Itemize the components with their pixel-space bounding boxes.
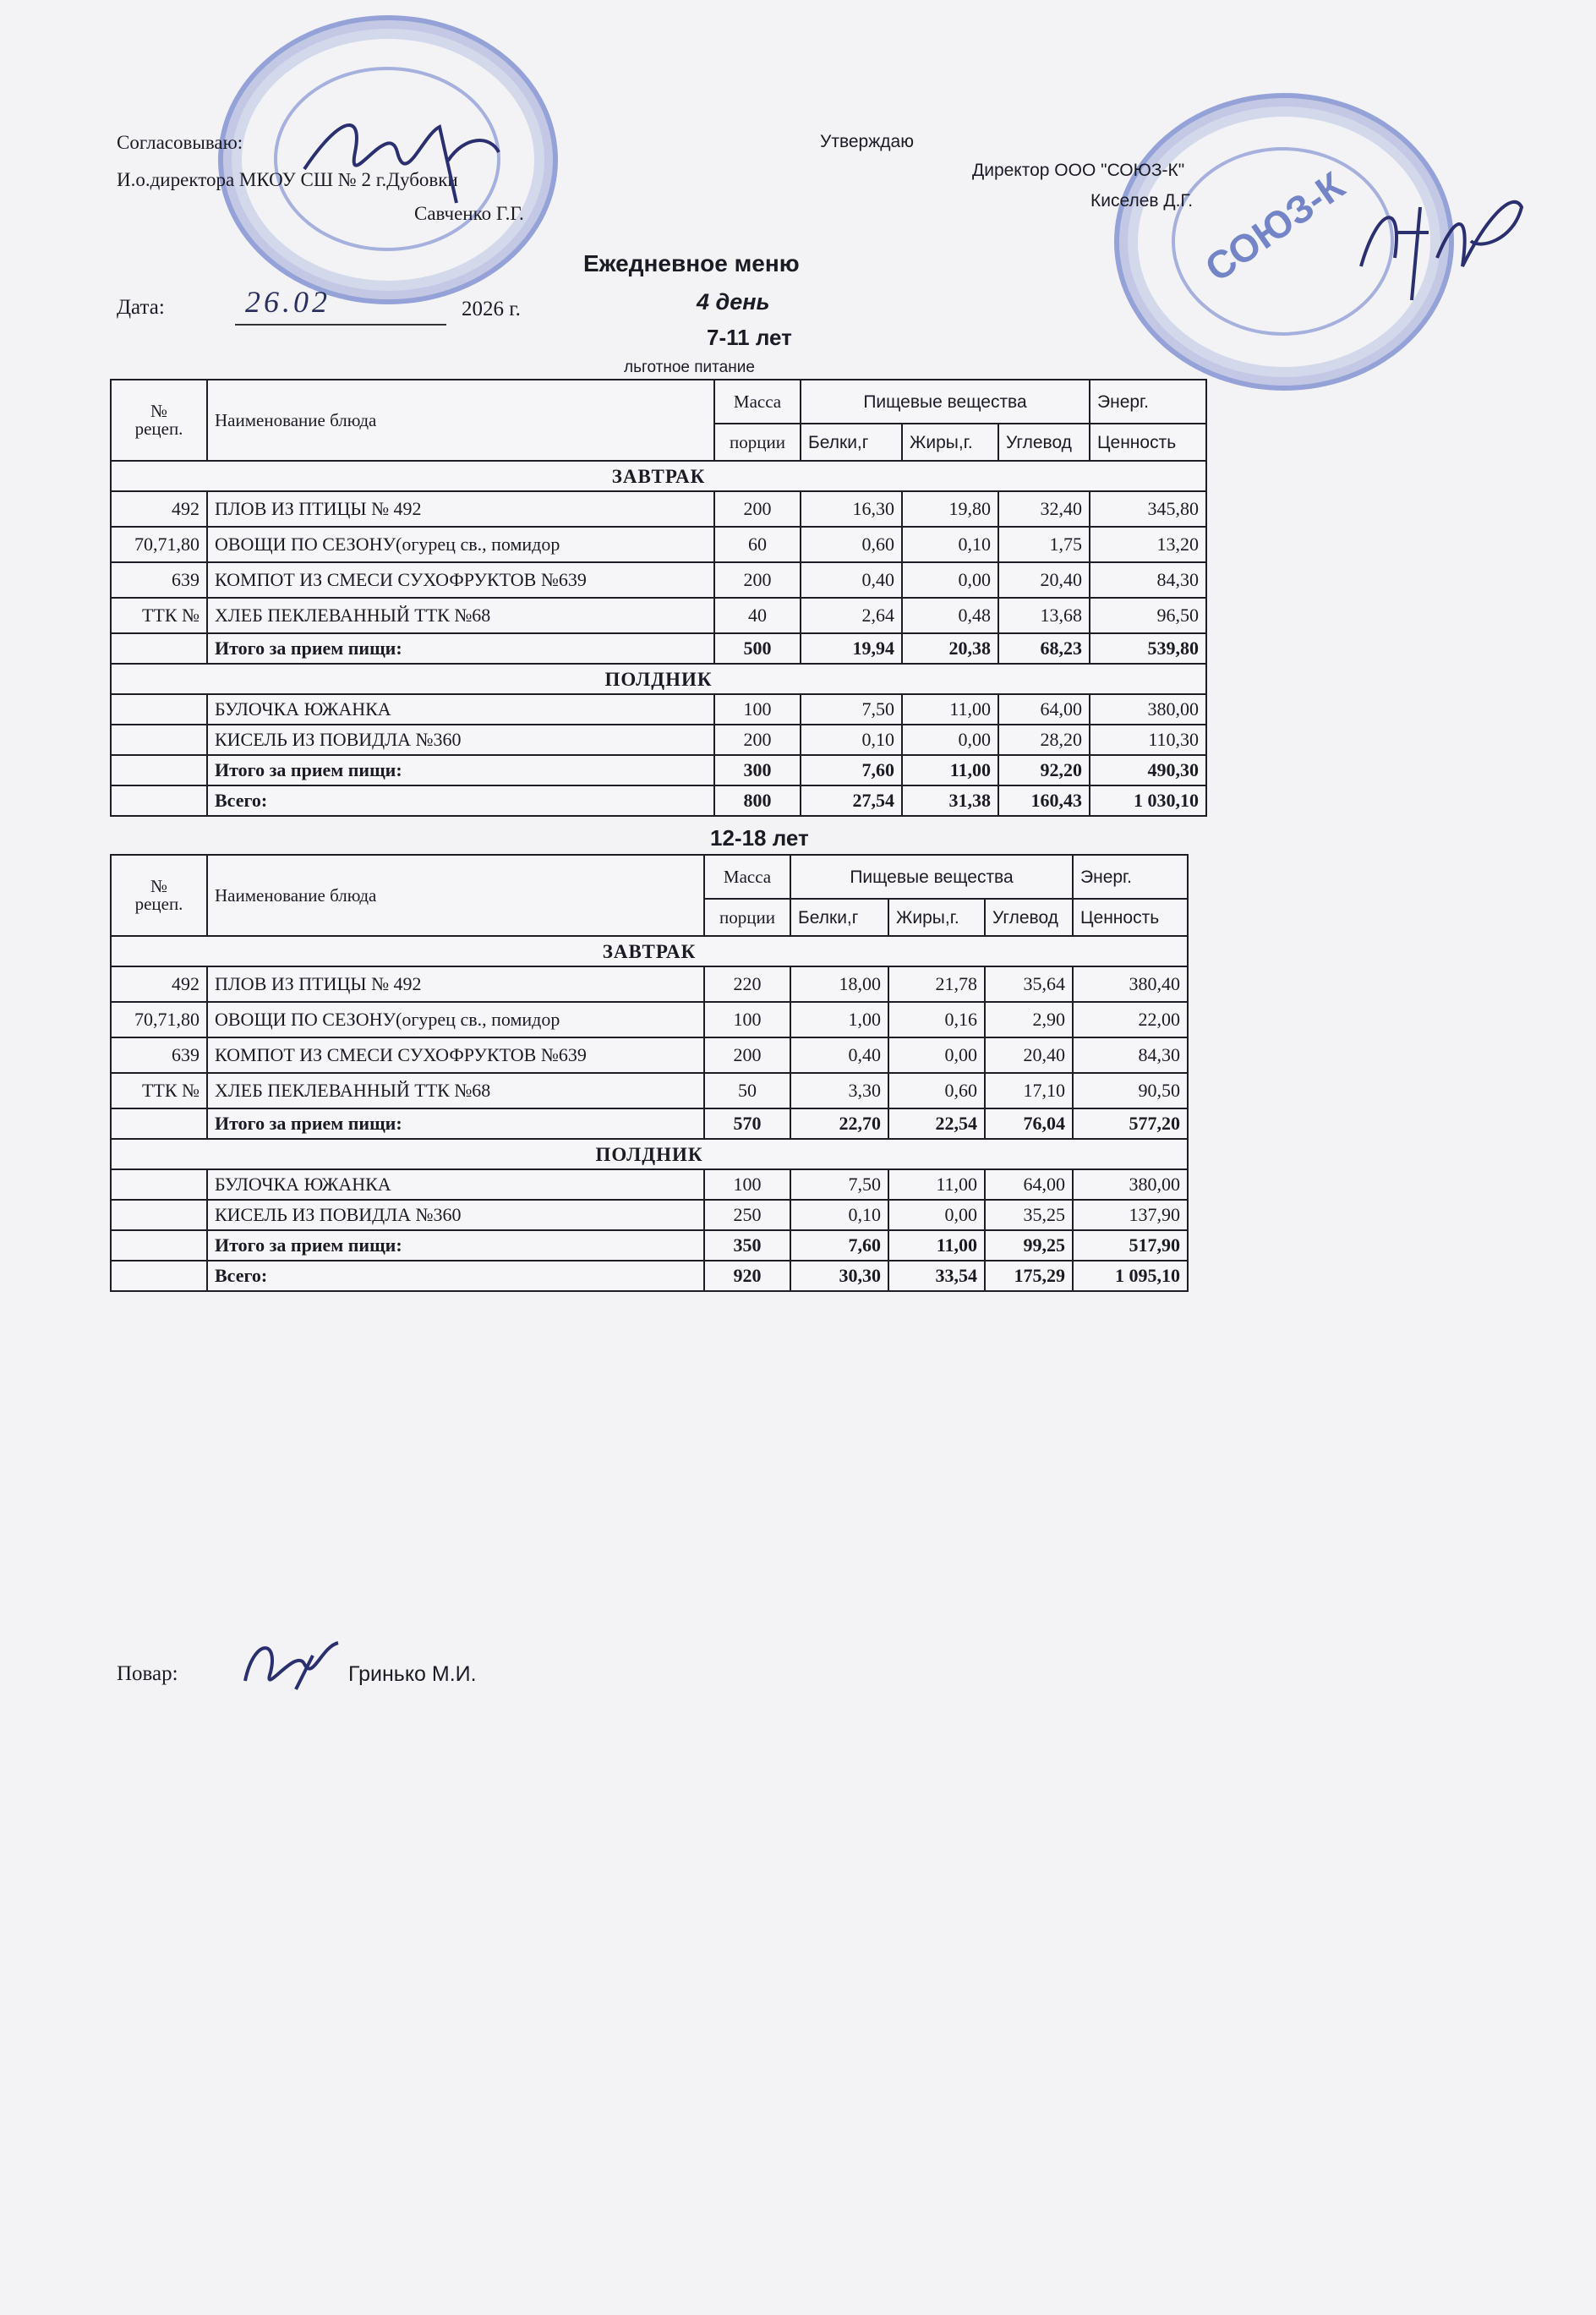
approval-left-position: И.о.директора МКОУ СШ № 2 г.Дубовки <box>117 169 458 190</box>
cook-label: Повар: <box>117 1662 178 1685</box>
carbs-cell: 68,23 <box>998 633 1090 664</box>
age-group-7-11: 7-11 лет <box>707 325 792 350</box>
mass-cell: 200 <box>714 491 801 527</box>
breakfast-total-row <box>111 1108 1188 1139</box>
fat-cell: 0,48 <box>902 598 998 633</box>
table-row <box>111 562 1206 598</box>
fat-cell: 19,80 <box>902 491 998 527</box>
header-mass-portion: порции <box>704 899 790 936</box>
energy-cell: 1 030,10 <box>1090 785 1206 816</box>
fat-cell: 11,00 <box>902 755 998 785</box>
carbs-cell: 99,25 <box>985 1230 1073 1261</box>
protein-cell: 30,30 <box>790 1261 888 1291</box>
fat-cell: 33,54 <box>888 1261 985 1291</box>
fat-cell: 31,38 <box>902 785 998 816</box>
page-title: Ежедневное меню <box>583 250 800 276</box>
recipe-no-cell: ТТК № <box>111 598 207 633</box>
mass-cell: 250 <box>704 1200 790 1230</box>
menu-table-7-11 <box>110 379 1207 817</box>
table-row <box>111 1200 1188 1230</box>
mass-cell: 300 <box>714 755 801 785</box>
mass-cell: 500 <box>714 633 801 664</box>
total-label-cell: Итого за прием пищи: <box>207 1108 704 1139</box>
total-label-cell: Всего: <box>207 785 714 816</box>
carbs-cell: 64,00 <box>998 694 1090 725</box>
energy-cell: 539,80 <box>1090 633 1206 664</box>
carbs-cell: 64,00 <box>985 1169 1073 1200</box>
table-row <box>111 694 1206 725</box>
date-value: 26.02 <box>245 285 331 319</box>
mass-cell: 50 <box>704 1073 790 1108</box>
fat-cell: 0,00 <box>888 1200 985 1230</box>
recipe-no-cell <box>111 1200 207 1230</box>
empty-cell <box>111 1261 207 1291</box>
carbs-cell: 1,75 <box>998 527 1090 562</box>
fat-cell: 0,10 <box>902 527 998 562</box>
empty-cell <box>111 1108 207 1139</box>
energy-cell: 96,50 <box>1090 598 1206 633</box>
mass-cell: 100 <box>714 694 801 725</box>
age-group-12-18: 12-18 лет <box>710 825 809 851</box>
carbs-cell: 35,64 <box>985 966 1073 1002</box>
menu-table-12-18 <box>110 854 1189 1292</box>
protein-cell: 27,54 <box>801 785 902 816</box>
recipe-no-cell <box>111 725 207 755</box>
dish-name-cell: ОВОЩИ ПО СЕЗОНУ(огурец св., помидор <box>207 1002 704 1037</box>
energy-cell: 517,90 <box>1073 1230 1188 1261</box>
recipe-no-cell: 639 <box>111 1037 207 1073</box>
header-nutrients: Пищевые вещества <box>790 855 1073 899</box>
snack-section-title: ПОЛДНИК <box>111 1139 1188 1169</box>
breakfast-section <box>111 936 1188 966</box>
energy-cell: 380,40 <box>1073 966 1188 1002</box>
table-row <box>111 1169 1188 1200</box>
energy-cell: 380,00 <box>1073 1169 1188 1200</box>
dish-name-cell: БУЛОЧКА ЮЖАНКА <box>207 694 714 725</box>
protein-cell: 7,60 <box>801 755 902 785</box>
header-protein: Белки,г <box>790 899 888 936</box>
dish-name-cell: БУЛОЧКА ЮЖАНКА <box>207 1169 704 1200</box>
mass-cell: 100 <box>704 1169 790 1200</box>
energy-cell: 13,20 <box>1090 527 1206 562</box>
total-label-cell: Итого за прием пищи: <box>207 633 714 664</box>
protein-cell: 0,40 <box>801 562 902 598</box>
approval-right-label: Утверждаю <box>820 132 914 151</box>
snack-section <box>111 664 1206 694</box>
snack-section <box>111 1139 1188 1169</box>
header-recipe-no: № рецеп. <box>111 855 207 936</box>
recipe-no-cell: 492 <box>111 966 207 1002</box>
dish-name-cell: ХЛЕБ ПЕКЛЕВАННЫЙ ТТК №68 <box>207 1073 704 1108</box>
protein-cell: 1,00 <box>790 1002 888 1037</box>
recipe-no-cell <box>111 1169 207 1200</box>
snack-section-title: ПОЛДНИК <box>111 664 1206 694</box>
table-row <box>111 598 1206 633</box>
table-row <box>111 966 1188 1002</box>
dish-name-cell: КОМПОТ ИЗ СМЕСИ СУХОФРУКТОВ №639 <box>207 562 714 598</box>
company-seal-stamp <box>1114 93 1454 391</box>
date-label: Дата: <box>117 296 165 319</box>
snack-total-row <box>111 755 1206 785</box>
approval-left-name: Савченко Г.Г. <box>414 203 524 224</box>
fat-cell: 11,00 <box>888 1169 985 1200</box>
header-mass: Масса <box>704 855 790 899</box>
energy-cell: 22,00 <box>1073 1002 1188 1037</box>
carbs-cell: 20,40 <box>998 562 1090 598</box>
table-row <box>111 1037 1188 1073</box>
protein-cell: 3,30 <box>790 1073 888 1108</box>
carbs-cell: 28,20 <box>998 725 1090 755</box>
fat-cell: 22,54 <box>888 1108 985 1139</box>
total-label-cell: Итого за прием пищи: <box>207 1230 704 1261</box>
carbs-cell: 17,10 <box>985 1073 1073 1108</box>
energy-cell: 137,90 <box>1073 1200 1188 1230</box>
header-mass-portion: порции <box>714 424 801 461</box>
recipe-no-cell: 492 <box>111 491 207 527</box>
fat-cell: 0,00 <box>888 1037 985 1073</box>
total-label-cell: Итого за прием пищи: <box>207 755 714 785</box>
protein-cell: 7,60 <box>790 1230 888 1261</box>
empty-cell <box>111 785 207 816</box>
header-carbs: Углевод <box>985 899 1073 936</box>
breakfast-section-title: ЗАВТРАК <box>111 461 1206 491</box>
empty-cell <box>111 633 207 664</box>
protein-cell: 18,00 <box>790 966 888 1002</box>
header-energy: Энерг. <box>1090 380 1206 424</box>
mass-cell: 60 <box>714 527 801 562</box>
energy-cell: 1 095,10 <box>1073 1261 1188 1291</box>
header-nutrients: Пищевые вещества <box>801 380 1090 424</box>
header-fat: Жиры,г. <box>888 899 985 936</box>
mass-cell: 220 <box>704 966 790 1002</box>
recipe-no-cell: 70,71,80 <box>111 1002 207 1037</box>
grand-total-row <box>111 785 1206 816</box>
energy-cell: 84,30 <box>1090 562 1206 598</box>
mass-cell: 350 <box>704 1230 790 1261</box>
protein-cell: 7,50 <box>790 1169 888 1200</box>
protein-cell: 0,10 <box>801 725 902 755</box>
mass-cell: 40 <box>714 598 801 633</box>
mass-cell: 200 <box>704 1037 790 1073</box>
table-row <box>111 527 1206 562</box>
approval-right-name: Киселев Д.Г. <box>1090 191 1194 211</box>
header-energy: Энерг. <box>1073 855 1188 899</box>
fat-cell: 21,78 <box>888 966 985 1002</box>
dish-name-cell: КИСЕЛЬ ИЗ ПОВИДЛА №360 <box>207 725 714 755</box>
date-underline <box>235 324 446 326</box>
day-label: 4 день <box>697 289 770 315</box>
dish-name-cell: ПЛОВ ИЗ ПТИЦЫ № 492 <box>207 491 714 527</box>
carbs-cell: 76,04 <box>985 1108 1073 1139</box>
header-protein: Белки,г <box>801 424 902 461</box>
energy-cell: 110,30 <box>1090 725 1206 755</box>
header-fat: Жиры,г. <box>902 424 998 461</box>
table-row <box>111 1073 1188 1108</box>
energy-cell: 84,30 <box>1073 1037 1188 1073</box>
breakfast-total-row <box>111 633 1206 664</box>
mass-cell: 200 <box>714 562 801 598</box>
carbs-cell: 20,40 <box>985 1037 1073 1073</box>
subsidized-label: льготное питание <box>624 358 755 376</box>
year-text: 2026 г. <box>462 298 521 320</box>
protein-cell: 0,10 <box>790 1200 888 1230</box>
carbs-cell: 13,68 <box>998 598 1090 633</box>
mass-cell: 920 <box>704 1261 790 1291</box>
total-label-cell: Всего: <box>207 1261 704 1291</box>
fat-cell: 20,38 <box>902 633 998 664</box>
mass-cell: 800 <box>714 785 801 816</box>
table-row <box>111 491 1206 527</box>
carbs-cell: 160,43 <box>998 785 1090 816</box>
protein-cell: 2,64 <box>801 598 902 633</box>
protein-cell: 16,30 <box>801 491 902 527</box>
recipe-no-cell <box>111 694 207 725</box>
header-mass: Масса <box>714 380 801 424</box>
recipe-no-cell: ТТК № <box>111 1073 207 1108</box>
snack-total-row <box>111 1230 1188 1261</box>
header-dish-name: Наименование блюда <box>207 855 704 936</box>
fat-cell: 0,00 <box>902 725 998 755</box>
empty-cell <box>111 1230 207 1261</box>
grand-total-row <box>111 1261 1188 1291</box>
dish-name-cell: ОВОЩИ ПО СЕЗОНУ(огурец св., помидор <box>207 527 714 562</box>
energy-cell: 380,00 <box>1090 694 1206 725</box>
protein-cell: 19,94 <box>801 633 902 664</box>
fat-cell: 0,60 <box>888 1073 985 1108</box>
mass-cell: 200 <box>714 725 801 755</box>
carbs-cell: 2,90 <box>985 1002 1073 1037</box>
mass-cell: 570 <box>704 1108 790 1139</box>
protein-cell: 0,60 <box>801 527 902 562</box>
school-seal-stamp <box>218 15 558 304</box>
carbs-cell: 35,25 <box>985 1200 1073 1230</box>
protein-cell: 0,40 <box>790 1037 888 1073</box>
fat-cell: 0,00 <box>902 562 998 598</box>
empty-cell <box>111 755 207 785</box>
cook-signature <box>237 1630 355 1706</box>
fat-cell: 11,00 <box>888 1230 985 1261</box>
dish-name-cell: ХЛЕБ ПЕКЛЕВАННЫЙ ТТК №68 <box>207 598 714 633</box>
table-row <box>111 725 1206 755</box>
approval-right-position: Директор ООО "СОЮЗ-К" <box>972 161 1185 180</box>
fat-cell: 11,00 <box>902 694 998 725</box>
energy-cell: 490,30 <box>1090 755 1206 785</box>
mass-cell: 100 <box>704 1002 790 1037</box>
header-carbs: Углевод <box>998 424 1090 461</box>
dish-name-cell: КИСЕЛЬ ИЗ ПОВИДЛА №360 <box>207 1200 704 1230</box>
carbs-cell: 175,29 <box>985 1261 1073 1291</box>
energy-cell: 90,50 <box>1073 1073 1188 1108</box>
carbs-cell: 92,20 <box>998 755 1090 785</box>
company-seal-text: СОЮЗ-К <box>1197 162 1353 291</box>
table-row <box>111 1002 1188 1037</box>
cook-name: Гринько М.И. <box>348 1662 477 1686</box>
energy-cell: 577,20 <box>1073 1108 1188 1139</box>
approval-left-label: Согласовываю: <box>117 132 243 153</box>
recipe-no-cell: 70,71,80 <box>111 527 207 562</box>
dish-name-cell: ПЛОВ ИЗ ПТИЦЫ № 492 <box>207 966 704 1002</box>
header-energy-value: Ценность <box>1090 424 1206 461</box>
breakfast-section <box>111 461 1206 491</box>
dish-name-cell: КОМПОТ ИЗ СМЕСИ СУХОФРУКТОВ №639 <box>207 1037 704 1073</box>
protein-cell: 22,70 <box>790 1108 888 1139</box>
header-recipe-no: № рецеп. <box>111 380 207 461</box>
protein-cell: 7,50 <box>801 694 902 725</box>
breakfast-section-title: ЗАВТРАК <box>111 936 1188 966</box>
recipe-no-cell: 639 <box>111 562 207 598</box>
fat-cell: 0,16 <box>888 1002 985 1037</box>
header-dish-name: Наименование блюда <box>207 380 714 461</box>
carbs-cell: 32,40 <box>998 491 1090 527</box>
header-energy-value: Ценность <box>1073 899 1188 936</box>
energy-cell: 345,80 <box>1090 491 1206 527</box>
